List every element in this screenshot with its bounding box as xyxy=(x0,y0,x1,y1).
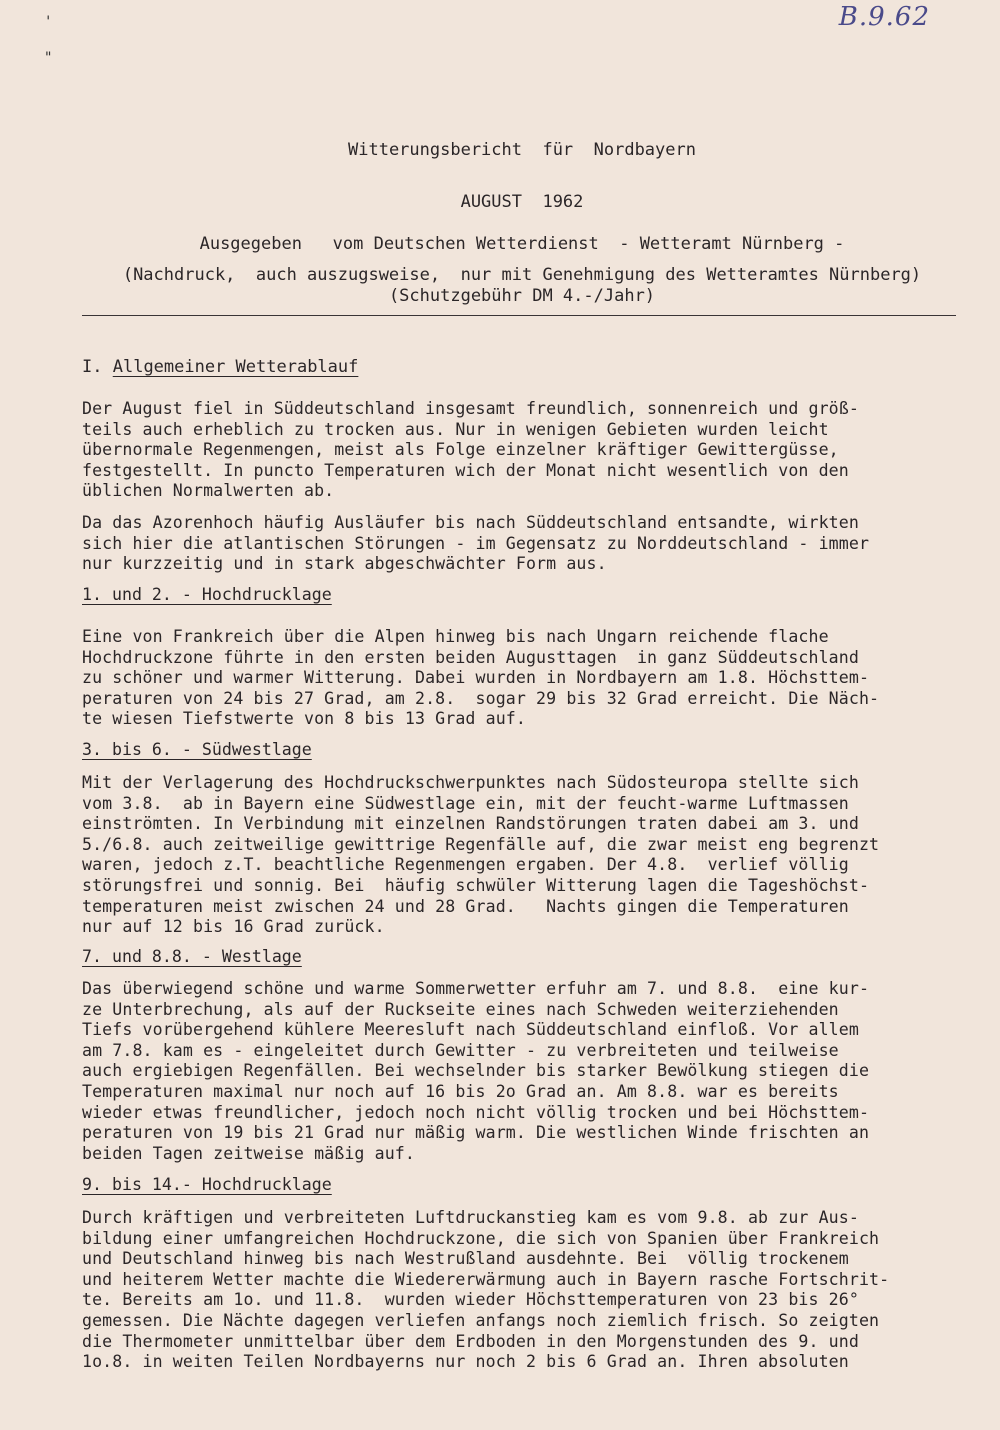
edge-mark: " xyxy=(44,50,53,66)
handwritten-archive-note: B.9.62 xyxy=(838,2,930,32)
intro-paragraph: Da das Azorenhoch häufig Ausläufer bis nach Süddeutschland entsandte, wirkten sich hier die atlantischen Störungen - im Gegensatz zu Norddeutschland - immer nur kurzzeitig und in stark abgeschwächter Form aus. xyxy=(82,513,870,574)
section-heading xyxy=(82,357,358,377)
fee-notice: (Schutzgebühr DM 4.-/Jahr) xyxy=(388,286,656,306)
section-title: Allgemeiner Wetterablauf xyxy=(112,357,359,377)
edge-mark: ' xyxy=(44,14,53,30)
header-divider xyxy=(82,315,956,316)
section-number: I. xyxy=(82,357,103,377)
report-title: Witterungsbericht für Nordbayern xyxy=(348,140,696,160)
period-text: Durch kräftigen und verbreiteten Luftdruckanstieg kam es vom 9.8. ab zur Aus- bildung einer umfangreichen Hochdruckzone, die sich von Spanien über Frankreich und Deutschland hinweg bis nach Westrußland ausdehnte. Bei völlig trockenem und heiterem Wetter machte die Wiedererwärmung auch in Bayern rasche Fortschrit- te. Bereits am 1o. und 11.8. wurden wieder Höchsttemperaturen von 23 bis 26° gemessen. Die Nächte dagegen verliefen anfangs noch ziemlich frisch. So zeigten die Thermometer unmittelbar über dem Erdboden in den Morgenstunden des 9. und 1o.8. in weiten Teilen Nordbayerns nur noch 2 bis 6 Grad an. Ihren absoluten xyxy=(82,1208,890,1372)
issuer-line: Ausgegeben vom Deutschen Wetterdienst - Wetteramt Nürnberg - xyxy=(199,234,845,254)
period-text: Eine von Frankreich über die Alpen hinweg bis nach Ungarn reichende flache Hochdruckzone führte in den ersten beiden Augusttagen in ganz Süddeutschland zu schöner und warmer Witterung. Dabei wurden in Nordbayern am 1.8. Höchsttem- peraturen von 24 bis 27 Grad, am 2.8. sogar 29 bis 32 Grad erreicht. Die Näch- te wiesen Tiefstwerte von 8 bis 13 Grad auf. xyxy=(82,627,880,729)
period-heading: 3. bis 6. - Südwestlage xyxy=(82,740,312,759)
period-heading: 9. bis 14.- Hochdrucklage xyxy=(82,1175,332,1194)
period-text: Mit der Verlagerung des Hochdruckschwerpunktes nach Südosteuropa stellte sich vom 3.8. ab in Bayern eine Südwestlage ein, mit der feucht-warme Luftmassen einströmten. In Verbindung mit einzelnen Randstörungen traten dabei am 3. und 5./6.8. auch zeitweilige gewittrige Regenfälle auf, die zwar meist eng begrenzt waren, jedoch z.T. beachtliche Regenmengen ergaben. Der 4.8. verlief völlig störungsfrei und sonnig. Bei häufig schwüler Witterung lagen die Tageshöchst- temperaturen meist zwischen 24 und 28 Grad. Nachts gingen die Temperaturen nur auf 12 bis 16 Grad zurück. xyxy=(82,773,880,937)
period-text: Das überwiegend schöne und warme Sommerwetter erfuhr am 7. und 8.8. eine kur- ze Unterbrechung, als auf der Ruckseite eines nach Schweden weiterziehenden Tiefs vorübergehend kühlere Meeresluft nach Süddeutschland einfloß. Vor allem am 7.8. kam es - eingeleitet durch Gewitter - zu verbreiteten und teilweise auch ergiebigen Regenfällen. Bei wechselnder bis starker Bewölkung stiegen die Temperaturen maximal nur noch auf 16 bis 2o Grad an. Am 8.8. war es bereits wieder etwas freundlicher, jedoch noch nicht völlig trocken und bei Höchsttem- peraturen von 19 bis 21 Grad nur mäßig warm. Die westlichen Winde frischten an beiden Tagen zeitweise mäßig auf. xyxy=(82,979,870,1163)
intro-paragraph: Der August fiel in Süddeutschland insgesamt freundlich, sonnenreich und größ- teils auch erheblich zu trocken aus. Nur in wenigen Gebieten wurden leicht übernormale Regenmengen, meist als Folge einzelner kräftiger Gewittergüsse, festgestellt. In puncto Temperaturen wich der Monat nicht wesentlich von den üblichen Normalwerten ab. xyxy=(82,399,859,501)
reprint-notice: (Nachdruck, auch auszugsweise, nur mit Genehmigung des Wetteramtes Nürnberg) xyxy=(122,265,922,285)
period-heading: 1. und 2. - Hochdrucklage xyxy=(82,585,332,604)
period-heading: 7. und 8.8. - Westlage xyxy=(82,947,302,966)
report-month: AUGUST 1962 xyxy=(460,192,584,212)
